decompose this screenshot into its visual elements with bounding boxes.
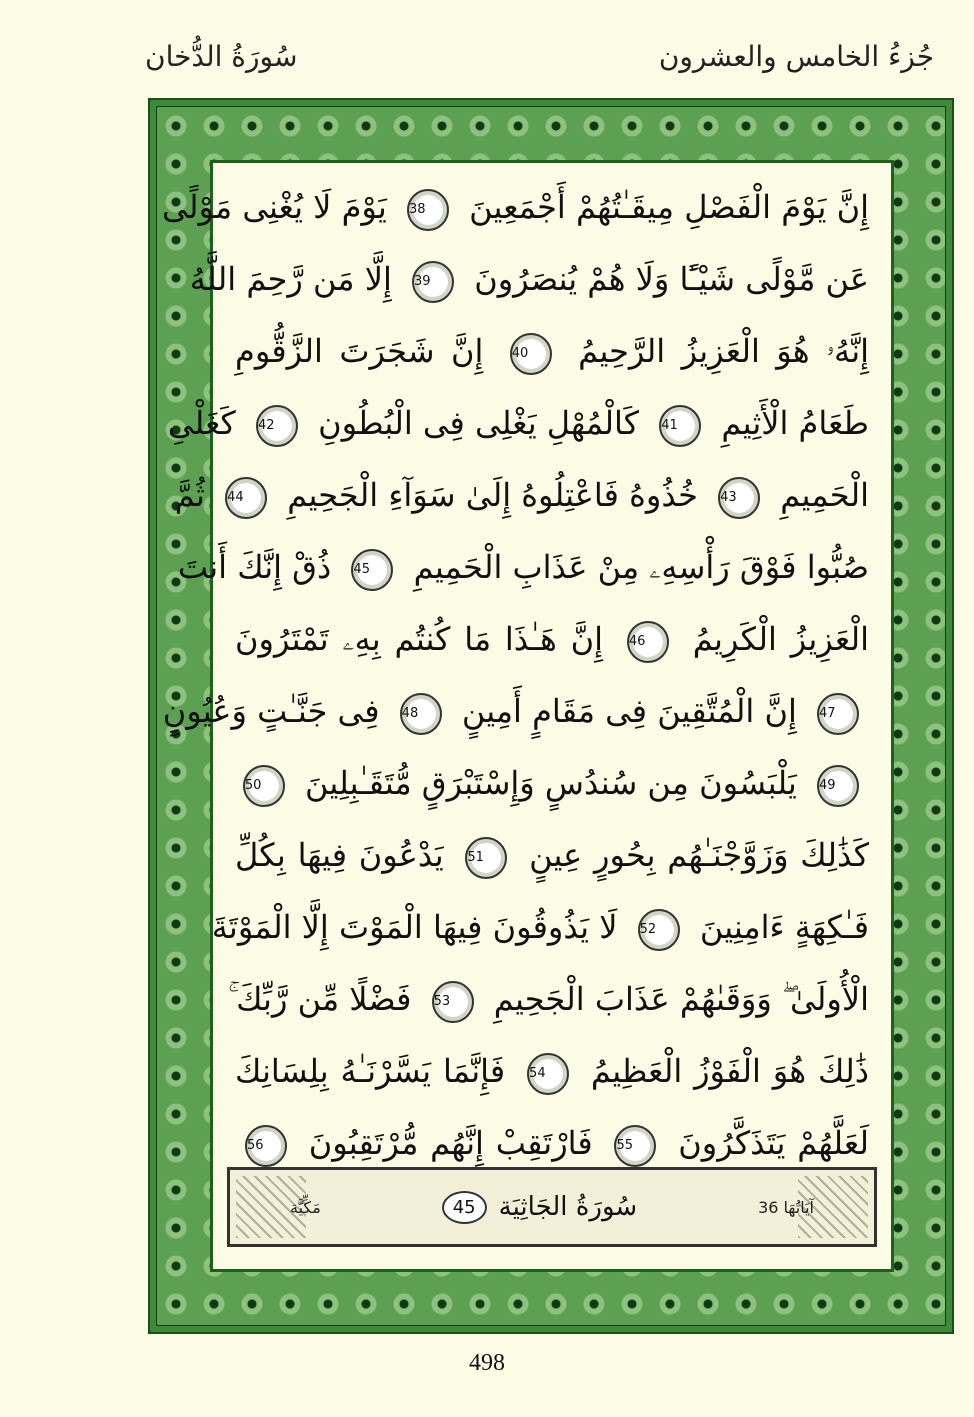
verse-text: طَعَامُ الْأَثِيمِ bbox=[721, 404, 869, 442]
verse-line bbox=[213, 747, 891, 819]
verse-text: صُبُّوا فَوْقَ رَأْسِهِۦ مِنْ عَذَابِ الْحَمِيمِ bbox=[413, 548, 869, 586]
verse-text: الْأُولَىٰ ۖ وَوَقَىٰهُمْ عَذَابَ الْجَحِيمِ bbox=[493, 980, 869, 1018]
ayah-number-marker: 38 bbox=[407, 189, 449, 231]
ayah-number-marker: 49 bbox=[817, 765, 859, 807]
ayah-number-marker: 52 bbox=[638, 909, 680, 951]
verse-line bbox=[213, 963, 891, 1035]
verse-line bbox=[213, 603, 891, 675]
verse-text: فَـٰكِهَةٍ ءَامِنِينَ bbox=[699, 908, 869, 946]
verse-line bbox=[162, 171, 891, 243]
verse-line bbox=[213, 315, 891, 387]
verse-text: ذَٰلِكَ هُوَ الْفَوْزُ الْعَظِيمُ bbox=[590, 1052, 870, 1090]
verse-lines bbox=[162, 171, 891, 1179]
verse-text: فَارْتَقِبْ إِنَّهُم مُّرْتَقِبُونَ bbox=[308, 1124, 593, 1162]
ayah-number-marker: 44 bbox=[225, 477, 267, 519]
ayah-number-marker: 47 bbox=[817, 693, 859, 735]
surah-name: سُورَةُ الجَاثِيَة bbox=[498, 1192, 638, 1222]
verse-text: إِلَّا مَن رَّحِمَ اللَّهُ bbox=[189, 260, 392, 298]
verse-line bbox=[213, 819, 891, 891]
verse-line bbox=[189, 243, 891, 315]
surah-header: سُورَةُ الدُّخان bbox=[145, 40, 298, 73]
verse-text: ثُمَّ bbox=[174, 476, 205, 514]
verse-text: الْحَمِيمِ bbox=[780, 476, 869, 514]
ayah-number-marker: 51 bbox=[465, 837, 507, 879]
ayah-number-marker: 43 bbox=[718, 477, 760, 519]
verse-text: يَوْمَ لَا يُغْنِى مَوْلًى bbox=[162, 188, 387, 226]
ayah-number-marker: 50 bbox=[243, 765, 285, 807]
verse-line bbox=[162, 675, 891, 747]
verse-text: إِنَّ الْمُتَّقِينَ فِى مَقَامٍ أَمِينٍ bbox=[461, 692, 797, 730]
ornamental-frame bbox=[148, 98, 954, 1334]
ayah-number-marker: 41 bbox=[659, 405, 701, 447]
ayah-number-marker: 45 bbox=[351, 549, 393, 591]
verse-line bbox=[177, 531, 891, 603]
verse-text: يَلْبَسُونَ مِن سُندُسٍ وَإِسْتَبْرَقٍ مُّتَقَـٰبِلِينَ bbox=[305, 764, 797, 802]
ayah-number-marker: 48 bbox=[400, 693, 442, 735]
verse-text: خُذُوهُ فَاعْتِلُوهُ إِلَىٰ سَوَآءِ الْجَحِيمِ bbox=[287, 476, 698, 514]
ayah-number-marker: 39 bbox=[412, 261, 454, 303]
verse-text: الْعَزِيزُ الْكَرِيمُ bbox=[692, 620, 870, 658]
ayah-number-marker: 53 bbox=[432, 981, 474, 1023]
surah-title bbox=[442, 1191, 637, 1224]
verse-line bbox=[213, 1035, 891, 1107]
juz-header: جُزءُ الخامس والعشرون bbox=[658, 40, 934, 73]
verse-text: فَإِنَّمَا يَسَّرْنَـٰهُ بِلِسَانِكَ bbox=[235, 1052, 506, 1090]
surah-number: 45 bbox=[442, 1191, 487, 1224]
verse-line bbox=[213, 891, 891, 963]
verse-line bbox=[167, 387, 891, 459]
verse-text: لَا يَذُوقُونَ فِيهَا الْمَوْتَ إِلَّا الْمَوْتَةَ bbox=[211, 908, 618, 946]
ayah-number-marker: 46 bbox=[627, 621, 669, 663]
verse-text: كَالْمُهْلِ يَغْلِى فِى الْبُطُونِ bbox=[318, 404, 640, 442]
verse-text: إِنَّ شَجَرَتَ الزَّقُّومِ bbox=[235, 332, 484, 370]
verse-text: كَغَلْىِ bbox=[167, 404, 236, 442]
ayat-count: آيَاتُهَا 36 bbox=[758, 1197, 814, 1217]
surah-banner bbox=[227, 1167, 877, 1247]
verse-text: إِنَّ يَوْمَ الْفَصْلِ مِيقَـٰتُهُمْ أَجْمَعِينَ bbox=[469, 188, 869, 226]
ayah-number-marker: 54 bbox=[527, 1053, 569, 1095]
verse-text: لَعَلَّهُمْ يَتَذَكَّرُونَ bbox=[678, 1124, 870, 1162]
revelation-type: مَكِّيَّة bbox=[290, 1197, 321, 1217]
ayah-number-marker: 40 bbox=[510, 333, 552, 375]
ayah-number-marker: 55 bbox=[614, 1125, 656, 1167]
ayah-number-marker: 56 bbox=[245, 1125, 287, 1167]
verse-text: فَضْلًا مِّن رَّبِّكَ ۚ bbox=[228, 980, 412, 1018]
verse-text: كَذَٰلِكَ وَزَوَّجْنَـٰهُم بِحُورٍ عِينٍ bbox=[529, 836, 870, 874]
verse-text: إِنَّ هَـٰذَا مَا كُنتُم بِهِۦ تَمْتَرُونَ bbox=[235, 620, 604, 658]
verse-line bbox=[174, 459, 891, 531]
ayah-number-marker: 42 bbox=[256, 405, 298, 447]
verse-text: إِنَّهُۥ هُوَ الْعَزِيزُ الرَّحِيمُ bbox=[578, 332, 869, 370]
text-area bbox=[162, 160, 894, 1272]
verse-text: عَن مَّوْلًى شَيْـًٔا وَلَا هُمْ يُنصَرُونَ bbox=[474, 260, 869, 298]
verse-text: ذُقْ إِنَّكَ أَنتَ bbox=[177, 548, 332, 586]
verse-text: فِى جَنَّـٰتٍ وَعُيُونٍ bbox=[162, 692, 380, 730]
verse-text: يَدْعُونَ فِيهَا بِكُلِّ bbox=[235, 836, 444, 874]
page-number: 498 bbox=[469, 1350, 505, 1376]
